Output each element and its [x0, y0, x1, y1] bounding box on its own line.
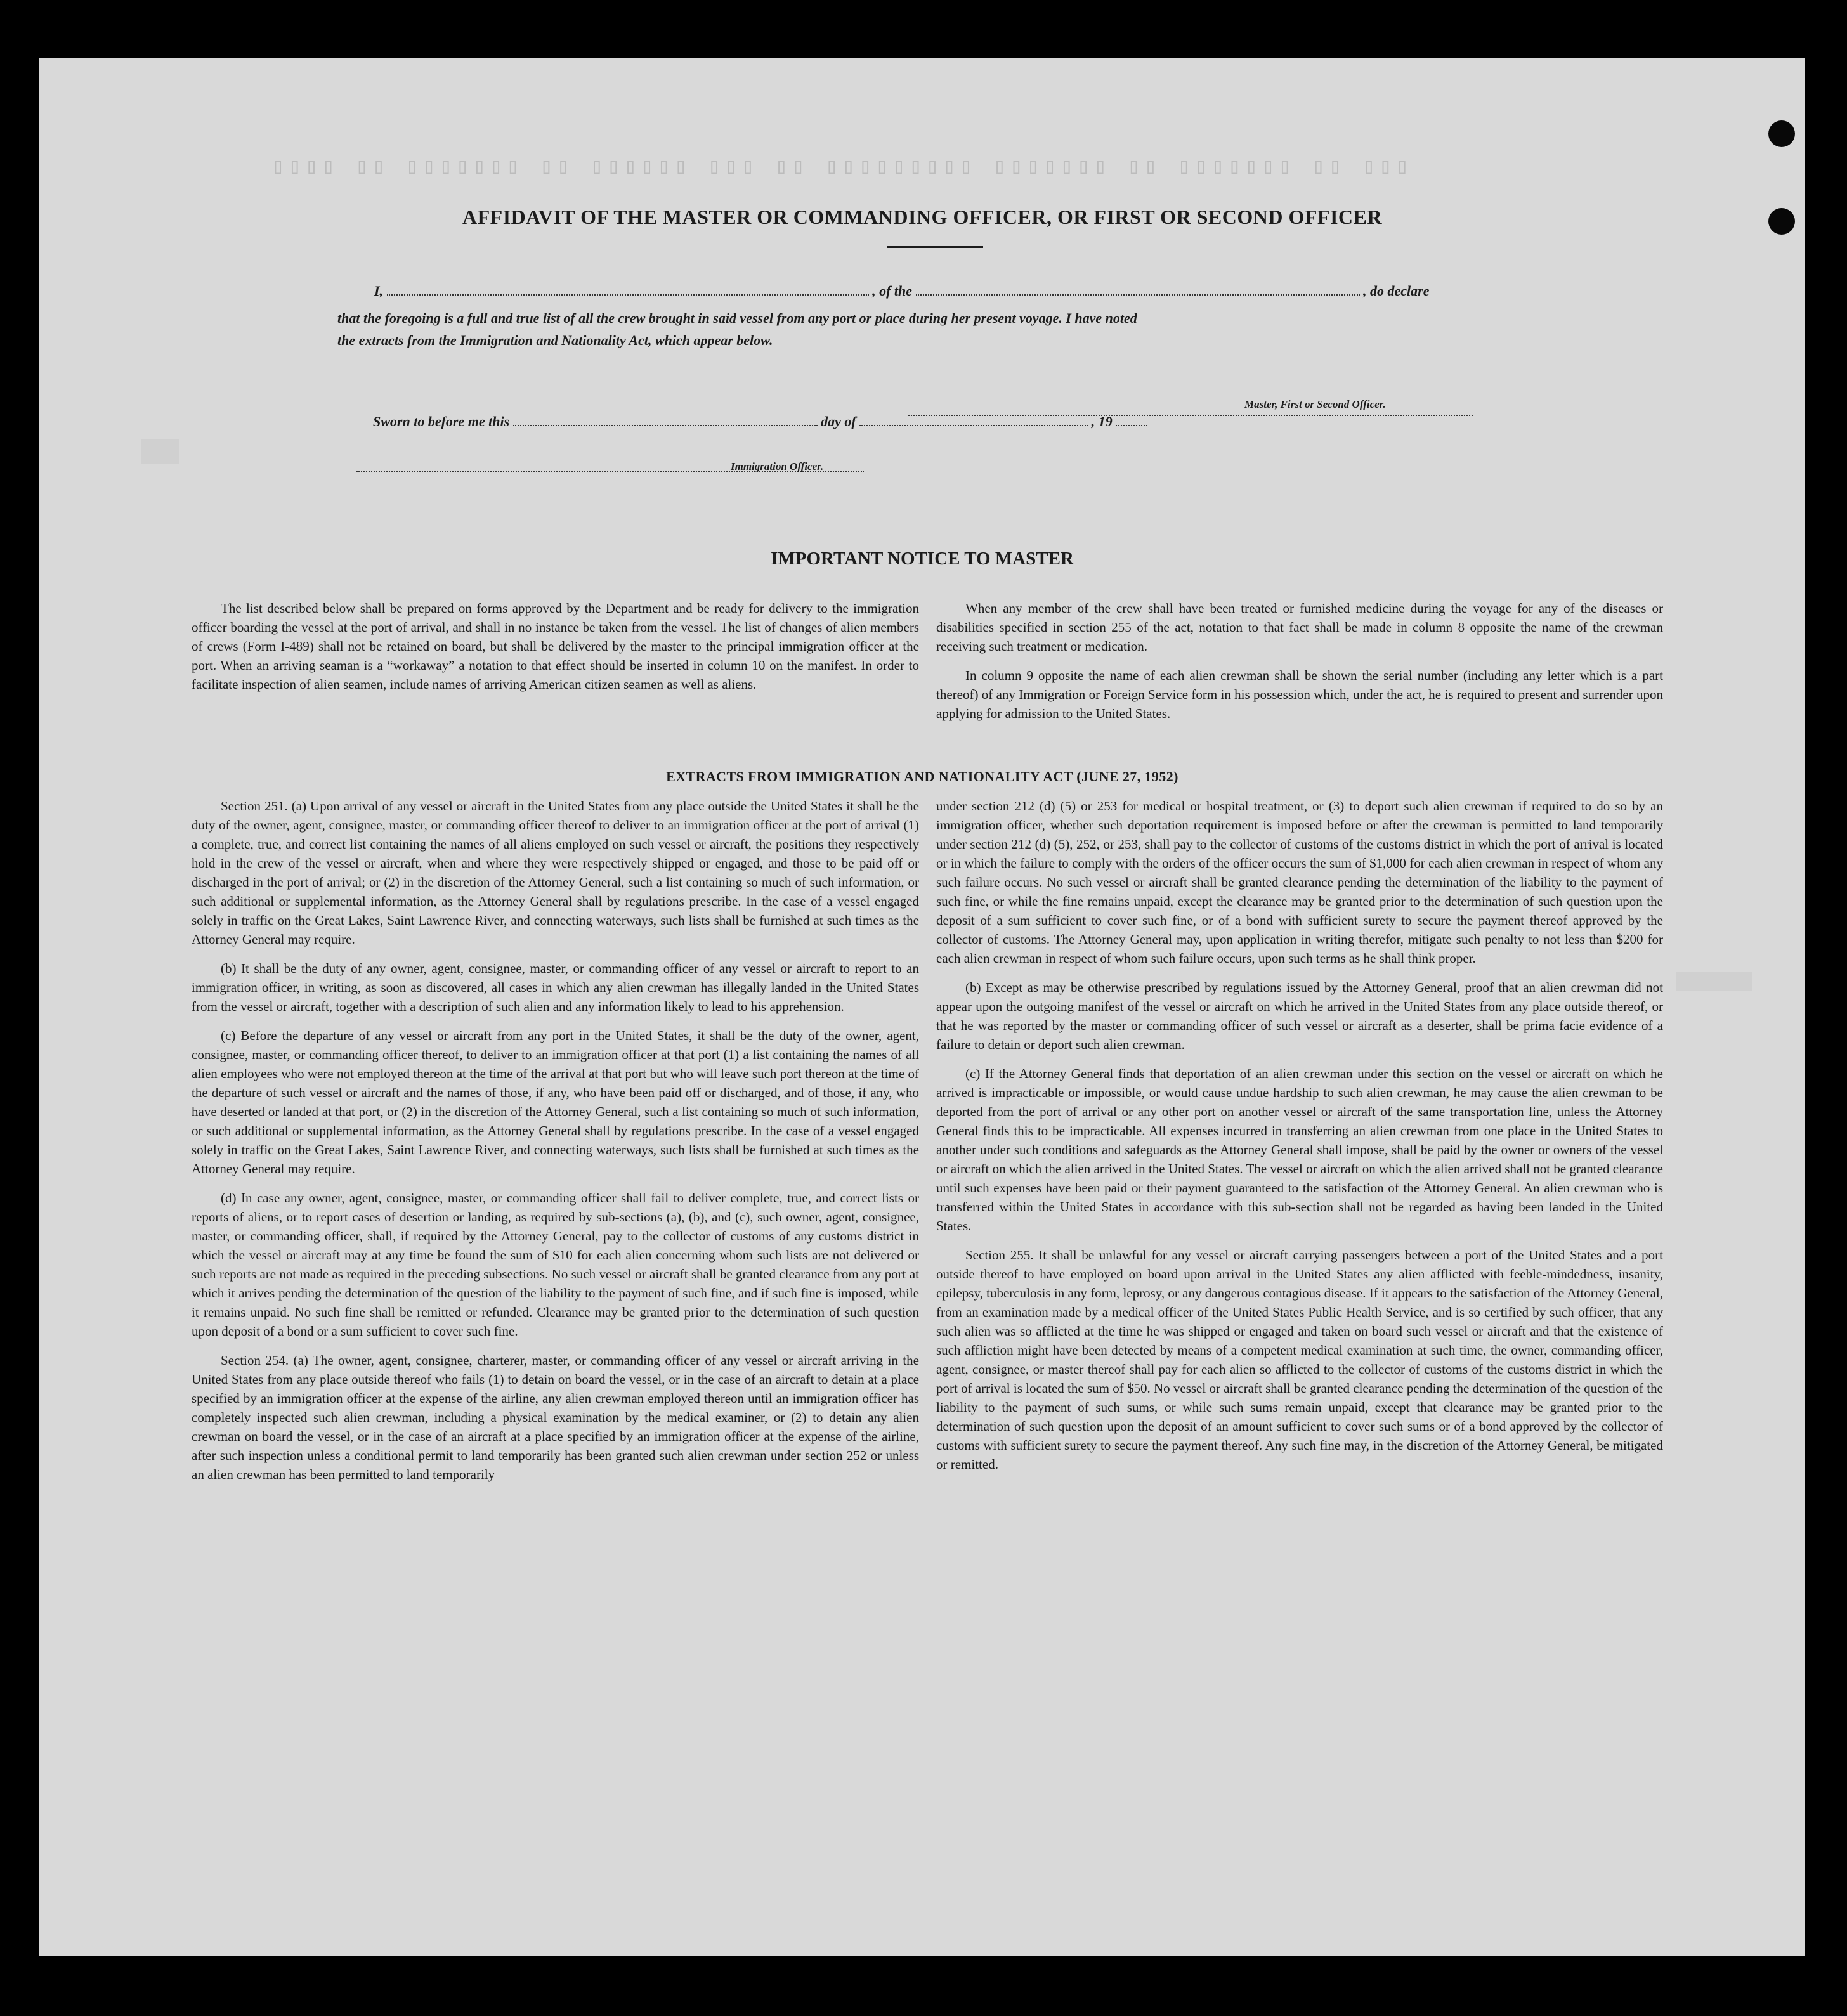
sworn-line	[373, 413, 1261, 430]
extracts-right-column	[936, 797, 1663, 1484]
declaration-text-3: the extracts from the Immigration and Nationality Act, which appear below.	[337, 332, 773, 348]
document-page	[39, 58, 1805, 1956]
section-254b: (b) Except as may be otherwise prescribed by regulations issued by the Attorney General, proof that an alien crewman did not appear upon the outgoing manifest of the vessel or aircraft on which he arrived in the United States from any place outside thereof, or that he was reported by the master or commanding officer of such vessel or aircraft as a deserter, shall be prima facie evidence of a failure to detain or deport such alien crewman.	[936, 980, 1663, 1052]
section-254c: (c) If the Attorney General finds that deportation of an alien crewman under this section on the vessel or aircraft on which he arrived is impracticable or impossible, or would cause undue hardship to such alien crewman, he may cause the alien crewman to be deported from the port of arrival or any other port on another vessel or aircraft of the same transportation line, unless the Attorney General finds this to be impracticable. All expenses incurred in transferring an alien crewman from one place in the United States to another under such conditions and safeguards as the Attorney General shall impose, shall be paid by the owner or owners of the vessel or aircraft on which the alien arrived in the United States. The vessel or aircraft on which the alien arrived shall not be granted clearance until such expenses have been paid or their payment guaranteed to the satisfaction of the Attorney General. An alien crewman who is transferred within the United States in accordance with this sub-section shall not be regarded as having been landed in the United States.	[936, 1066, 1663, 1233]
affidavit-title: AFFIDAVIT OF THE MASTER OR COMMANDING OFFICER, OR FIRST OR SECOND OFFICER	[462, 205, 1382, 228]
bleed-through-text: ▯▯▯ ▯▯ ▯▯▯▯▯▯▯ ▯▯ ▯▯▯▯▯▯▯ ▯▯▯▯▯▯▯▯▯ ▯▯ ▯▯▯ ▯▯▯▯▯▯ ▯▯ ▯▯▯▯▯▯▯ ▯▯ ▯▯▯▯	[268, 156, 1409, 180]
do-declare-label: , do declare	[1363, 283, 1430, 299]
section-251a: Section 251. (a) Upon arrival of any vessel or aircraft in the United States from any place outside the United States it shall be the duty of the owner, agent, consignee, master, or commanding officer thereof to deliver to an immigration officer at the port of arrival (1) a complete, true, and correct list containing the names of all aliens employed on such vessel or aircraft, the positions they respectively hold in the crew of the vessel or aircraft, when and where they were respectively shipped or engaged, and those to be paid off or discharged in the port of arrival; or (2) in the discretion of the Attorney General, such a list containing so much of such information, or such additional or supplemental information, as the Attorney General shall by regulations prescribe. In the case of a vessel engaged solely in traffic on the Great Lakes, Saint Lawrence River, and connecting waterways, such lists shall be furnished at such times as the Attorney General may require.	[192, 798, 919, 947]
smudge	[141, 439, 179, 464]
smudge	[1676, 972, 1752, 991]
declarant-name-field[interactable]	[387, 294, 869, 296]
section-254a-cont: under section 212 (d) (5) or 253 for medical or hospital treatment, or (3) to deport such alien crewman if required to do so by an immigration officer, whether such deportation requirement is imposed before or after the crewman is permitted to land temporarily under section 212 (d) (5), 252, or 253, shall pay to the collector of customs of the customs district in which the port of arrival is located or in which the failure to comply with the orders of the officer occurs the sum of $1,000 for each alien crewman in respect of whom any such failure occurs. No such vessel or aircraft shall be granted clearance pending the determination of the liability to the payment of such fine, or while the fine remains unpaid, except the clearance may be granted prior to the determination of such question upon the deposit of a sum sufficient to cover such fine, or of a bond with sufficient surety to secure the payment thereof approved by the collector of customs. The Attorney General may, upon application in writing therefor, mitigate such penalty to not less than $200 for each alien crewman in respect of whom such failure occurs, upon such terms as he shall think proper.	[936, 798, 1663, 966]
of-the-label: , of the	[872, 283, 913, 299]
vessel-name-field[interactable]	[916, 294, 1360, 296]
declarant-label: I,	[374, 283, 384, 299]
section-251c: (c) Before the departure of any vessel or aircraft from any port in the United States, it shall be the duty of the owner, agent, consignee, master, or commanding officer thereof, to deliver to an immigration officer at that port (1) a list containing the names of all alien employees who were not employed thereon at the time of the arrival at that port but who will leave such port thereon at the time of the departure of such vessel or aircraft and the names of those, if any, who have been paid off or discharged, and of those, if any, who have deserted or landed at that port, or (2) in the discretion of the Attorney General, such a list containing so much of such information, or such additional or supplemental information, as the Attorney General shall by regulations prescribe. In the case of a vessel engaged solely in traffic on the Great Lakes, Saint Lawrence River, and connecting waterways, such lists shall be furnished at such times as the Attorney General may require.	[192, 1028, 919, 1176]
extracts-title: EXTRACTS FROM IMMIGRATION AND NATIONALITY ACT (JUNE 27, 1952)	[666, 769, 1178, 784]
section-254a: Section 254. (a) The owner, agent, consignee, charterer, master, or commanding officer of any vessel or aircraft arriving in the United States from any place outside thereof who fails (1) to detain on board the vessel, or in the case of an aircraft to detain at a place specified by an immigration officer at the expense of the airline, any alien crewman employed thereon until an immigration officer has completely inspected such alien crewman, including a physical examination by the medical examiner, or (2) to detain any alien crewman on board the vessel, or in the case of an aircraft at a place specified by an immigration officer at the expense of the airline, after such inspection unless a conditional permit to land temporarily has been granted such alien crewman under section 252 or unless an alien crewman has been permitted to land temporarily	[192, 1353, 919, 1482]
section-255: Section 255. It shall be unlawful for any vessel or aircraft carrying passengers between a port of the United States and a port outside thereof to have employed on board upon arrival in the United States any alien afflicted with feeble-mindedness, insanity, epilepsy, tuberculosis in any form, leprosy, or any dangerous contagious disease. If it appears to the satisfaction of the Attorney General, from an examination made by a medical officer of the United States Public Health Service, and is so certified by such officer, that any such alien was so afflicted at the time he was shipped or engaged and taken on board such vessel or aircraft and that the existence of such affliction might have been detected by means of a competent medical examination at such time, the owner, commanding officer, agent, consignee, or master thereof shall pay for each alien so afflicted to the collector of customs of the customs district in which the port of arrival is located the sum of $50. No vessel or aircraft shall be granted clearance pending the determination of the question of the liability to the payment of such sums, or while such sums remain unpaid, except that clearance may be granted prior to the determination of such question upon the deposit of an amount sufficient to cover such sums or of a bond approved by the collector of customs with sufficient surety to secure the payment thereof. Any such fine may, in the discretion of the Attorney General, be mitigated or remitted.	[936, 1247, 1663, 1472]
sworn-year-field[interactable]	[1116, 425, 1147, 426]
section-251d: (d) In case any owner, agent, consignee, master, or commanding officer shall fail to deliver complete, true, and correct lists or reports of aliens, or to report cases of desertion or landing, as required by sub-sections (a), (b), and (c), such owner, agent, consignee, master, or commanding officer, shall, if required by the Attorney General, pay to the collector of customs of any customs district in which the vessel or aircraft may at any time be found the sum of $10 for each alien concerning whom such lists are not delivered or such reports are not made as required in the preceding subsections. No such vessel or aircraft shall be granted clearance from any port at which it arrives pending the determination of the question of the liability to the payment of such fine, and if such fine is imposed, while it remains unpaid. No such fine shall be remitted or refunded. Clearance may be granted prior to the determination of such question upon deposit of a bond or a sum sufficient to cover such fine.	[192, 1190, 919, 1339]
day-of-label: day of	[821, 413, 856, 429]
notice-paragraph: When any member of the crew shall have been treated or furnished medicine during the voyage for any of the diseases or disabilities specified in section 255 of the act, notation to that fact shall be made in column 8 opposite the name of the crewman receiving such treatment or medication.	[936, 601, 1663, 654]
master-caption: Master, First or Second Officer.	[1244, 398, 1386, 410]
title-rule	[887, 246, 983, 248]
notice-title: IMPORTANT NOTICE TO MASTER	[771, 549, 1074, 569]
notice-paragraph: In column 9 opposite the name of each alien crewman shall be shown the serial number (including any letter which is a part thereof) of any Immigration or Foreign Service form in his possession which, under the act, he is required to present and surrender upon applying for admission to the United States.	[936, 668, 1663, 721]
notice-right-column	[936, 599, 1663, 733]
punch-hole	[1768, 120, 1795, 147]
sworn-day-field[interactable]	[513, 425, 818, 426]
section-251b: (b) It shall be the duty of any owner, agent, consignee, master, or commanding officer of any vessel or aircraft to report to an immigration officer, in writing, as soon as discovered, all cases in which any alien crewman has illegally landed in the United States from the vessel or aircraft, together with a description of such alien and any information likely to lead to his apprehension.	[192, 961, 919, 1014]
sworn-label: Sworn to before me this	[373, 413, 510, 429]
sworn-month-field[interactable]	[859, 425, 1088, 426]
immigration-officer-caption: Immigration Officer.	[731, 460, 824, 472]
declaration-line	[374, 283, 1516, 299]
extracts-left-column	[192, 797, 919, 1494]
notice-paragraph: The list described below shall be prepared on forms approved by the Department and be ready for delivery to the immigration officer boarding the vessel at the port of arrival, and shall in no instance be taken from the vessel. The list of changes of alien members of crews (Form I-489) shall not be retained on board, but shall be delivered by the master to the principal immigration officer at the port. When an arriving seaman is a “workaway” a notation to that effect should be inserted in column 10 on the manifest. In order to facilitate inspection of alien seamen, include names of arriving American citizen seamen as well as aliens.	[192, 601, 919, 692]
notice-left-column	[192, 599, 919, 704]
declaration-text-2: that the foregoing is a full and true list of all the crew brought in said vessel from any port or place during her present voyage. I have noted	[337, 310, 1137, 326]
year-label: , 19	[1091, 413, 1113, 429]
